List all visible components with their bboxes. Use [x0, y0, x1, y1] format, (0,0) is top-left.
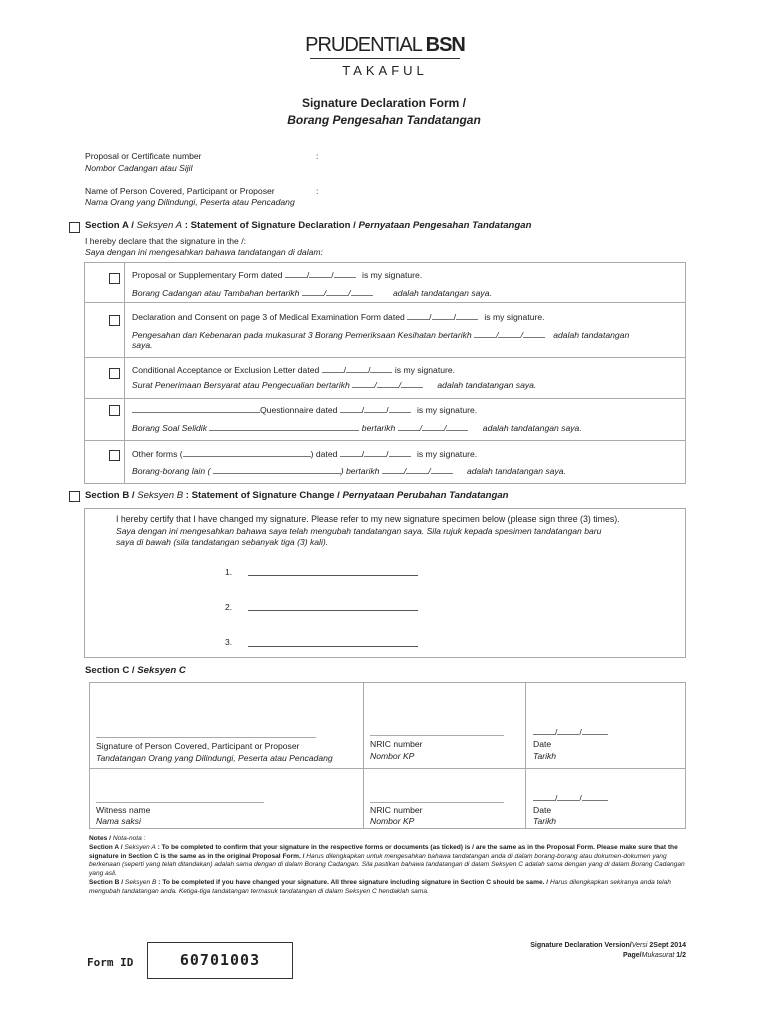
row4-en: Questionnaire dated / / is my signature. [132, 404, 477, 416]
section-b-checkbox[interactable] [69, 491, 80, 502]
section-b-heading: Section B / Seksyen B : Statement of Signature Change / Pernyataan Perubahan Tandatangan [85, 490, 509, 501]
witness-line[interactable] [96, 802, 264, 803]
nric-label-ms-1: Nombor KP [370, 751, 415, 761]
nric-line-2[interactable] [370, 802, 504, 803]
checkbox-acceptance-letter[interactable] [109, 368, 120, 379]
proposal-colon: : [316, 151, 319, 161]
specimen-1-line[interactable] [248, 575, 418, 576]
checkbox-other-forms[interactable] [109, 450, 120, 461]
section-c-heading: Section C / Seksyen C [85, 665, 186, 676]
section-b-body-ms1: Saya dengan ini mengesahkan bahawa saya telah mengubah tandatangan saya. Sila rujuk kepada spesimen tandatangan baru [116, 526, 602, 536]
witness-label: Witness name [96, 805, 151, 815]
date-label-ms-2: Tarikh [533, 816, 557, 826]
notes-heading: Notes / Nota-nota : [89, 835, 146, 842]
section-a-intro: I hereby declare that the signature in the /: [85, 236, 246, 246]
section-b-body-ms2: saya di bawah (sila tandatangan sebanyak tiga (3) kali). [116, 537, 329, 547]
signature-label-ms: Tandatangan Orang yang Dilindungi, Peserta atau Pencadang [96, 753, 333, 763]
note-section-b: Section B / Seksyen B : To be completed if you have changed your signature. All three signature including signature in Section C should be same. / Harus dilengkapkan sekiranya anda telah mengubah tandatangan anda. Ketiga-tiga tandatangan termasuk tandatangan di dalam Seksyen C hendaklah sama. [89, 878, 671, 895]
row3-en: Conditional Acceptance or Exclusion Letter dated / / is my signature. [132, 365, 456, 375]
date-label-2: Date [533, 805, 552, 815]
logo-sub: TAKAFUL [342, 63, 428, 78]
witness-label-ms: Nama saksi [96, 816, 141, 826]
logo-word: PRUDENTIAL [305, 34, 422, 56]
date-label-ms-1: Tarikh [533, 751, 557, 761]
form-title-ms: Borang Pengesahan Tandatangan [287, 113, 481, 127]
proposal-number-label: Proposal or Certificate number [85, 151, 202, 161]
notes-block [89, 835, 689, 897]
logo-bsn: BSN [425, 34, 465, 56]
specimen-2-line[interactable] [248, 610, 418, 611]
row2-ms: Pengesahan dan Kebenaran pada mukasurat 3 Borang Pemeriksaan Kesihatan bertarikh / / adalah tandatangan [132, 330, 630, 340]
signature-line[interactable] [96, 737, 316, 738]
form-title-en: Signature Declaration Form / [301, 96, 467, 110]
form-id-value: 60701003 [179, 951, 261, 969]
row1-en: Proposal or Supplementary Form dated / / is my signature. [132, 270, 423, 280]
specimen-3-line[interactable] [248, 646, 418, 647]
nric-label-2: NRIC number [370, 805, 423, 815]
checkbox-questionnaire[interactable] [109, 405, 120, 416]
nric-label-1: NRIC number [370, 739, 423, 749]
row1-ms: Borang Cadangan atau Tambahan bertarikh / / adalah tandatangan saya. [132, 288, 492, 298]
version-text: Signature Declaration Version/Versi 2Sept 2014 [530, 942, 686, 949]
specimen-2-label: 2. [225, 602, 233, 612]
row2-en: Declaration and Consent on page 3 of Medical Examination Form dated / / is my signature. [132, 312, 545, 322]
section-a-intro-ms: Saya dengan ini mengesahkan bahawa tandatangan di dalam: [85, 247, 323, 257]
row3-ms: Surat Penerimaan Bersyarat atau Pengecualian bertarikh / / adalah tandatangan saya. [132, 380, 537, 390]
person-name-label-ms: Nama Orang yang Dilindungi, Peserta atau Pencadang [85, 197, 295, 207]
form-id-label: Form ID [87, 956, 134, 969]
date-field-1[interactable]: / / [533, 726, 608, 738]
person-colon: : [316, 186, 319, 196]
checkbox-proposal-form[interactable] [109, 273, 120, 284]
page-text: Page/Mukasurat 1/2 [622, 952, 686, 959]
section-b-body: I hereby certify that I have changed my signature. Please refer to my new signature specimen below (please sign three (3) times). [116, 514, 620, 524]
signature-label: Signature of Person Covered, Participant or Proposer [96, 741, 300, 751]
company-logo [300, 34, 470, 78]
checkbox-medical-form[interactable] [109, 315, 120, 326]
logo-divider [310, 58, 460, 59]
proposal-number-label-ms: Nombor Cadangan atau Sijil [85, 163, 193, 173]
date-label-1: Date [533, 739, 552, 749]
row4-ms: Borang Soal Selidik bertarikh / / adalah tandatangan saya. [132, 423, 582, 433]
nric-line-1[interactable] [370, 735, 504, 736]
specimen-3-label: 3. [225, 637, 233, 647]
nric-label-ms-2: Nombor KP [370, 816, 415, 826]
row2-ms-cont: saya. [132, 340, 153, 350]
date-field-2[interactable]: / / [533, 792, 608, 804]
person-name-label: Name of Person Covered, Participant or Proposer [85, 186, 275, 196]
row5-en: Other forms ( ) dated / / is my signature. [132, 449, 478, 459]
row5-ms: Borang-borang lain ( ) bertarikh / / adalah tandatangan saya. [132, 466, 566, 476]
note-section-a: Section A / Seksyen A : To be completed to confirm that your signature in the respective forms or documents (as ticked) is / are the same as in the Proposal Form. Please make sure that the signature in Section C is the same as in the original Proposal Form. / Harus dilengkapkan untuk mengesahkan bahawa tandatangan anda di dalam borang-borang atau dokumen-dokumen yang berkenaan (seperti yang telah ditandakan) adalah sama dengan di dalam Borang Cadangan. Sila pastikan bahawa tandatangan di dalam Seksyen C adalah sama dengan yang di dalam Borang Cadangan yang asli. [89, 843, 685, 878]
specimen-1-label: 1. [225, 567, 233, 577]
section-a-checkbox[interactable] [69, 222, 80, 233]
section-a-heading: Section A / Seksyen A : Statement of Signature Declaration / Pernyataan Pengesahan Tandatangan [85, 220, 532, 231]
